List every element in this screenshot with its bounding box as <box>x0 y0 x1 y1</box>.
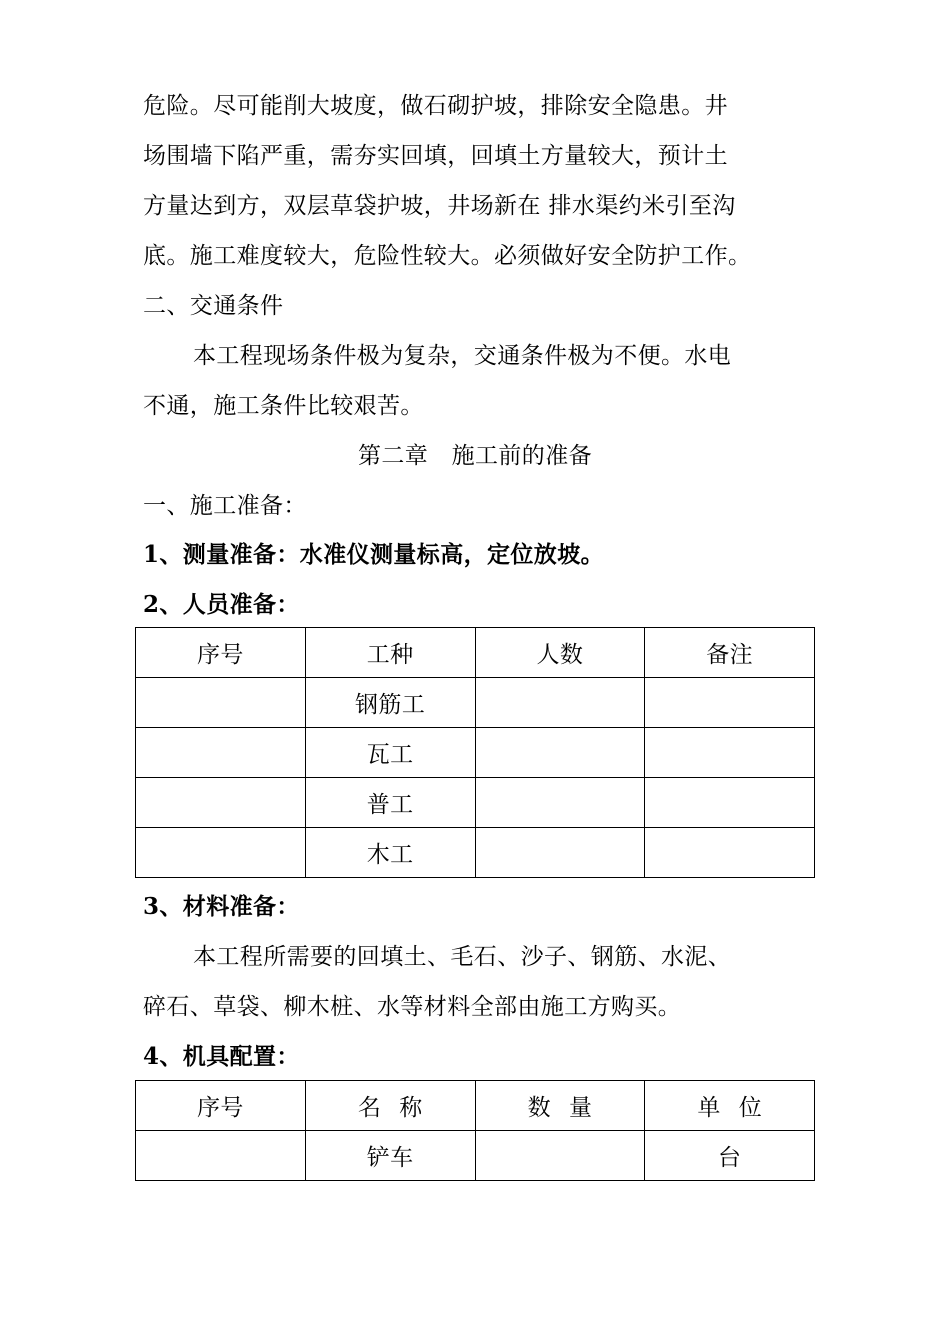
header-cell-trade: 工种 <box>305 628 475 678</box>
header-cell-index: 序号 <box>136 628 306 678</box>
table-cell <box>136 678 306 728</box>
paragraph-line-2: 场围墙下陷严重，需夯实回填，回填土方量较大，预计土 <box>143 143 728 169</box>
table-cell <box>136 828 306 878</box>
table-cell <box>645 678 815 728</box>
personnel-heading: 2、人员准备： <box>143 591 300 618</box>
paragraph-line-4: 底。施工难度较大，危险性较大。必须做好安全防护工作。 <box>143 243 752 269</box>
table-row <box>136 778 815 828</box>
machinery-heading: 4、机具配置： <box>143 1043 300 1070</box>
header-cell-quantity: 数量 <box>475 1081 645 1131</box>
header-cell-name: 名称 <box>305 1081 475 1131</box>
survey-prep: 1、测量准备：水准仪测量标高，定位放坡。 <box>143 541 605 568</box>
table-cell: 铲车 <box>305 1131 475 1181</box>
table-cell <box>136 728 306 778</box>
header-cell-count: 人数 <box>475 628 645 678</box>
chapter-title: 第二章 施工前的准备 <box>358 443 592 469</box>
table-row <box>136 678 815 728</box>
table-header-row <box>136 628 815 678</box>
table-cell: 普工 <box>305 778 475 828</box>
table-cell: 瓦工 <box>305 728 475 778</box>
table-cell <box>645 828 815 878</box>
materials-line-1: 本工程所需要的回填土、毛石、沙子、钢筋、水泥、 <box>193 944 732 970</box>
table-cell <box>475 778 645 828</box>
table-cell <box>136 1131 306 1181</box>
materials-heading: 3、材料准备： <box>143 893 300 920</box>
table-cell: 台 <box>645 1131 815 1181</box>
header-cell-index: 序号 <box>136 1081 306 1131</box>
table-row <box>136 828 815 878</box>
table-cell: 钢筋工 <box>305 678 475 728</box>
table-cell <box>475 828 645 878</box>
table-cell <box>475 678 645 728</box>
table-header-row <box>136 1081 815 1131</box>
section-two-line-1: 本工程现场条件极为复杂，交通条件极为不便。水电 <box>193 343 732 369</box>
table-cell <box>645 728 815 778</box>
header-cell-remarks: 备注 <box>645 628 815 678</box>
materials-line-2: 碎石、草袋、柳木桩、水等材料全部由施工方购买。 <box>143 994 682 1020</box>
header-cell-unit: 单位 <box>645 1081 815 1131</box>
prep-heading: 一、施工准备： <box>143 493 307 519</box>
table-cell <box>475 728 645 778</box>
table-row <box>136 1131 815 1181</box>
section-two-heading: 二、交通条件 <box>143 293 284 319</box>
table-row <box>136 728 815 778</box>
table-cell <box>136 778 306 828</box>
paragraph-line-1: 危险。尽可能削大坡度，做石砌护坡，排除安全隐患。井 <box>143 93 728 119</box>
table-cell <box>475 1131 645 1181</box>
table-cell: 木工 <box>305 828 475 878</box>
personnel-table <box>135 627 815 878</box>
paragraph-line-3: 方量达到方，双层草袋护坡，井场新在 排水渠约米引至沟 <box>143 193 736 219</box>
section-two-line-2: 不通，施工条件比较艰苦。 <box>143 393 424 419</box>
machinery-table <box>135 1080 815 1181</box>
table-cell <box>645 778 815 828</box>
